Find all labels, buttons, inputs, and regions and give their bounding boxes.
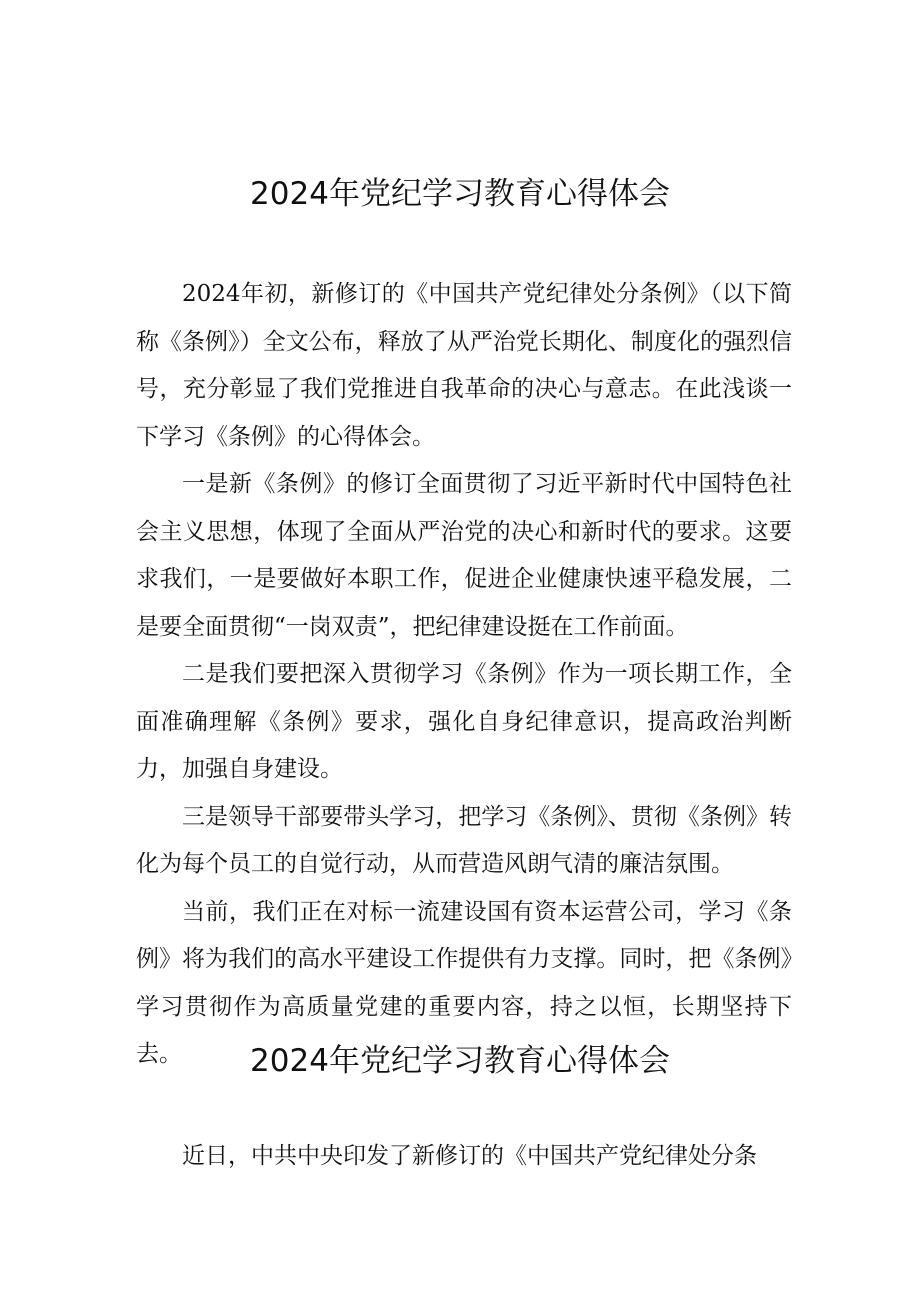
paragraph-point-two: 二是我们要把深入贯彻学习《条例》作为一项长期工作，全面准确理解《条例》要求，强化自身纪律意识，提高政治判断力，加强自身建设。 xyxy=(136,661,792,782)
document-title: 2024年党纪学习教育心得体会 xyxy=(250,176,670,212)
paragraph-second-intro: 近日，中共中央印发了新修订的《中国共产党纪律处分条 xyxy=(182,1143,757,1169)
paragraph-point-one: 一是新《条例》的修订全面贯彻了习近平新时代中国特色社会主义思想，体现了全面从严治党的决心和新时代的要求。这要求我们，一是要做好本职工作，促进企业健康快速平稳发展，二是要全面贯彻“一岗双责”，把纪律建设挺在工作前面。 xyxy=(136,471,792,640)
paragraph-intro: 2024年初，新修订的《中国共产党纪律处分条例》（以下简称《条例》）全文公布，释放了从严治党长期化、制度化的强烈信号，充分彰显了我们党推进自我革命的决心与意志。在此浅谈一下学习《条例》的心得体会。 xyxy=(136,281,792,450)
paragraph-conclusion: 当前，我们正在对标一流建设国有资本运营公司，学习《条例》将为我们的高水平建设工作提供有力支撑。同时，把《条例》学习贯彻作为高质量党建的重要内容，持之以恒，长期坚持下去。 xyxy=(136,898,792,1067)
document-body xyxy=(136,271,792,1079)
document-body-second xyxy=(136,1133,792,1181)
document-title-second: 2024年党纪学习教育心得体会 xyxy=(250,1043,670,1079)
paragraph-point-three: 三是领导干部要带头学习，把学习《条例》、贯彻《条例》转化为每个员工的自觉行动，从而营造风朗气清的廉洁氛围。 xyxy=(136,803,792,877)
